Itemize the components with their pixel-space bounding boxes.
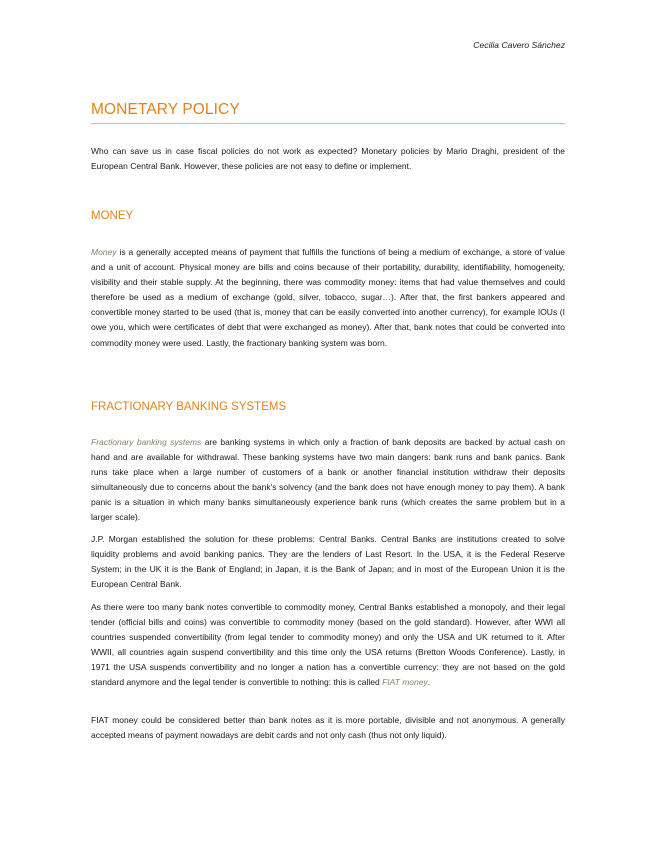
fractionary-paragraph xyxy=(91,435,565,526)
document-title: MONETARY POLICY xyxy=(91,101,565,124)
money-paragraph-text: is a generally accepted means of payment that fulfills the functions of being a medium of exchange, a store of value and a unit of account. Physical money are bills and coins because of their portability, durability, identifiability, homogeneity, visibility and their stable supply. At the beginning, there was commodity money: items that had value themselves and could therefore be used as a medium of exchange (gold, silver, tobacco, sugar…). After that, the first bankers appeared and convertible money started to be used (that is, money that can be easily converted into another currency), for example IOUs (I owe you, which were certificates of debt that were exchanged as money). After that, bank notes that could be converted into commodity money were used. Lastly, the fractionary banking system was born. xyxy=(91,247,565,348)
term-money: Money xyxy=(91,247,117,257)
money-paragraph xyxy=(91,245,565,351)
convertibility-paragraph-text: As there were too many bank notes convertible to commodity money, Central Banks established a monopoly, and their legal tender (official bills and coins) was convertible to commodity money (based on the gold standard). However, after WWI all countries suspended convertibility (from legal tender to commodity money) and only the USA and UK returned to it. After WWII, all countries again suspend convertibility and this time only the USA returns (Bretton Woods Conference). Lastly, in 1971 the USA suspends convertibility and no longer a nation has a convertible currency: they are not based on the gold standard anymore and the legal tender is convertible to nothing: this is called xyxy=(91,602,565,688)
section-heading-fractionary: FRACTIONARY BANKING SYSTEMS xyxy=(91,401,287,413)
term-fractionary-banking-systems: Fractionary banking systems xyxy=(91,437,202,447)
term-fiat-money: FIAT money xyxy=(382,677,428,688)
fractionary-paragraph-text: are banking systems in which only a fraction of bank deposits are backed by actual cash on hand and are available for withdrawal. These banking systems have two main dangers: bank runs and bank panics. Bank runs take place when a large number of customers of a bank or another financial institution withdraw their deposits simultaneously due to concerns about the bank's solvency (and the bank does not have enough money to pay them). A bank panic is a situation in which many banks simultaneously experience bank runs (which creates the same problem but in a larger scale). xyxy=(91,437,565,523)
central-banks-paragraph: J.P. Morgan established the solution for these problems: Central Banks. Central Banks are institutions created to solve liquidity problems and avoid banking panics. They are the lenders of Last Resort. In the USA, it is the Federal Reserve System; in the UK it is the Bank of England; in Japan, it is the Bank of Japan; and in most of the European Union it is the European Central Bank. xyxy=(91,534,565,590)
convertibility-paragraph xyxy=(91,600,565,691)
section-heading-money: MONEY xyxy=(91,210,134,222)
convertibility-paragraph-end: . xyxy=(427,677,431,688)
intro-paragraph: Who can save us in case fiscal policies do not work as expected? Monetary policies by Mario Draghi, president of the European Central Bank. However, these policies are not easy to define or implement. xyxy=(91,146,565,172)
author-header: Cecilia Cavero Sánchez xyxy=(473,40,565,50)
fiat-money-paragraph: FIAT money could be considered better than bank notes as it is more portable, divisible and not anonymous. A generally accepted means of payment nowadays are debit cards and not only cash (thus not only liquid). xyxy=(91,715,565,741)
